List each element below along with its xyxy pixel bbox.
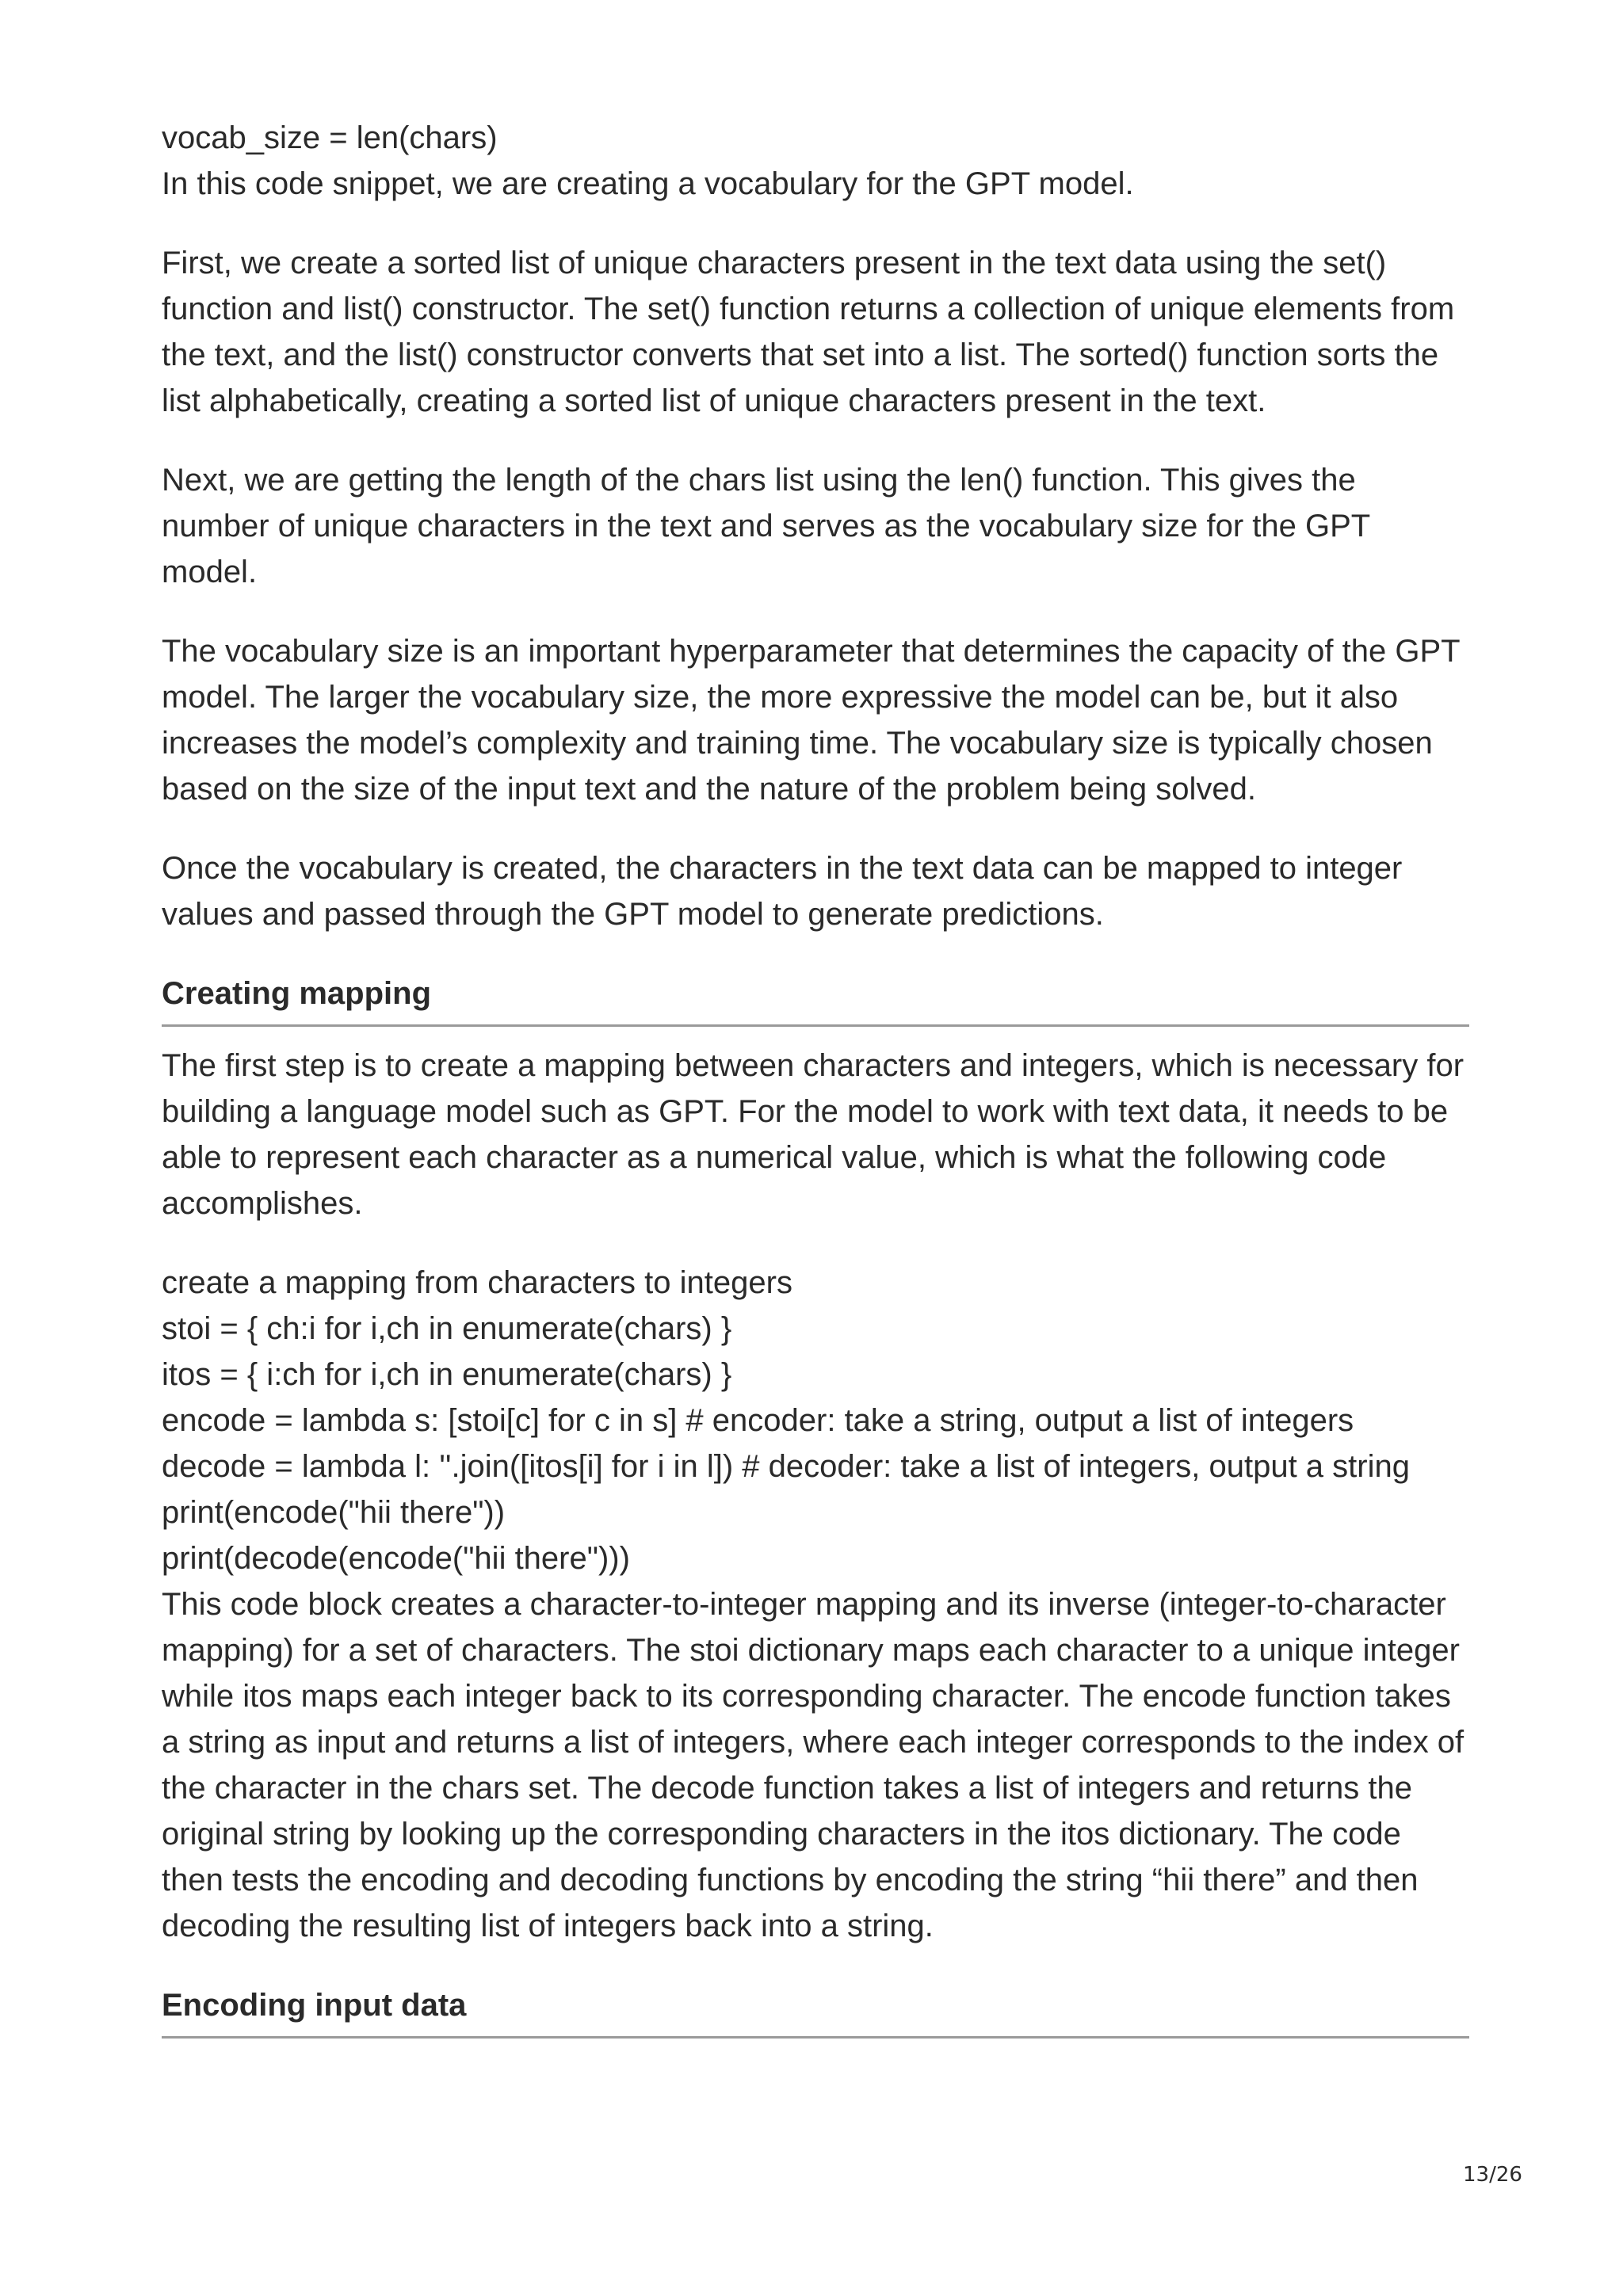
section-divider	[162, 1024, 1469, 1027]
code-line: stoi = { ch:i for i,ch in enumerate(chars) }	[162, 1311, 732, 1346]
code-line: create a mapping from characters to integers	[162, 1265, 792, 1300]
paragraph-sorted-list: First, we create a sorted list of unique characters present in the text data using the set() function and list() constructor. The set() function returns a collection of unique elements from the text, and the list() constructor converts that set into a list. The sorted() function sorts the list alphabetically, creating a sorted list of unique characters present in the text.	[162, 246, 1455, 418]
mapping-intro-paragraph: The first step is to create a mapping between characters and integers, which is necessary for building a language model such as GPT. For the model to work with text data, it needs to be able to represent each character as a numerical value, which is what the following code accomplishes.	[162, 1048, 1465, 1221]
intro-paragraph: In this code snippet, we are creating a vocabulary for the GPT model.	[162, 166, 1134, 201]
code-line: decode = lambda l: ''.join([itos[i] for i in l]) # decoder: take a list of integers, output a string	[162, 1449, 1410, 1484]
paragraph-length: Next, we are getting the length of the chars list using the len() function. This gives the number of unique characters in the text and serves as the vocabulary size for the GPT model.	[162, 463, 1370, 589]
section-heading-creating-mapping: Creating mapping	[162, 976, 432, 1011]
document-page	[162, 115, 1469, 2054]
code-line: print(decode(encode("hii there")))	[162, 1541, 630, 1576]
code-line: encode = lambda s: [stoi[c] for c in s] # encoder: take a string, output a list of integers	[162, 1403, 1354, 1438]
paragraph-hyperparameter: The vocabulary size is an important hyperparameter that determines the capacity of the GPT model. The larger the vocabulary size, the more expressive the model can be, but it also increases the model’s complexity and training time. The vocabulary size is typically chosen based on the size of the input text and the nature of the problem being solved.	[162, 634, 1460, 807]
page-number: 13/26	[1463, 2163, 1522, 2187]
mapping-explanation-paragraph: This code block creates a character-to-integer mapping and its inverse (integer-to-character mapping) for a set of characters. The stoi dictionary maps each character to a unique integer while itos maps each integer back to its corresponding character. The encode function takes a string as input and returns a list of integers, where each integer corresponds to the index of the character in the chars set. The decode function takes a list of integers and returns the original string by looking up the corresponding characters in the itos dictionary. The code then tests the encoding and decoding functions by encoding the string “hii there” and then decoding the resulting list of integers back into a string.	[162, 1587, 1465, 1943]
code-line: itos = { i:ch for i,ch in enumerate(chars) }	[162, 1357, 732, 1392]
code-block-mapping	[162, 1260, 1469, 1581]
section-divider	[162, 2036, 1469, 2039]
code-line: print(encode("hii there"))	[162, 1495, 506, 1530]
code-line-vocab-size: vocab_size = len(chars)	[162, 120, 498, 155]
paragraph-mapping-values: Once the vocabulary is created, the characters in the text data can be mapped to integer values and passed through the GPT model to generate predictions.	[162, 851, 1403, 932]
section-heading-encoding-input: Encoding input data	[162, 1988, 467, 2023]
